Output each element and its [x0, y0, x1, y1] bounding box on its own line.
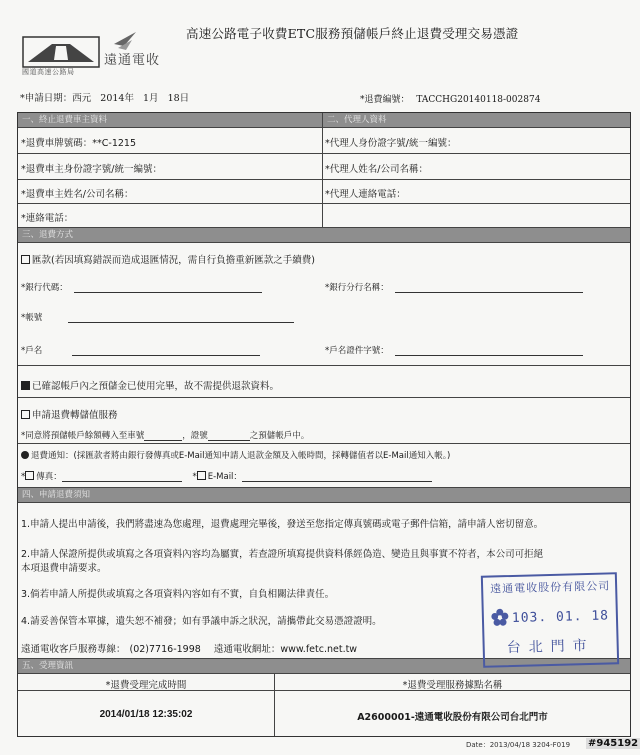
- owner-name-label: *退費車主姓名/公司名稱：: [21, 189, 134, 200]
- notify-channels: * 傳真： * E-Mail：: [21, 470, 432, 482]
- owner-phone-label: *連絡電話：: [21, 213, 74, 224]
- website-url: www.fetc.net.tw: [280, 644, 358, 655]
- owner-id-label: *退費車主身份證字號/統一編號：: [21, 164, 162, 175]
- service-point-header: *退費受理服務據點名稱: [402, 680, 503, 691]
- section-notes-header: 四、申請退費須知: [18, 488, 630, 502]
- section-agent-header: 二、代理人資料: [323, 113, 630, 127]
- serial-number: #945192: [588, 738, 639, 749]
- column-divider: [322, 113, 323, 227]
- completed-time: 2014/01/18 12:35:02: [99, 709, 193, 720]
- bank-code-field: *銀行代碼：: [21, 281, 262, 293]
- stamp-date: 103. 01. 18: [511, 608, 610, 626]
- agent-phone-label: *代理人連絡電話：: [325, 189, 406, 200]
- section-acceptance-header: 五、受理資訊: [18, 659, 630, 673]
- confirm-checkbox: [21, 381, 30, 390]
- freeway-bureau-label: 國道高速公路局: [22, 68, 75, 76]
- transfer-checkbox: [21, 410, 30, 419]
- completed-time-header: *退費受理完成時間: [105, 680, 187, 691]
- apply-date: *申請日期：西元 2014年 1月 18日: [20, 93, 190, 104]
- stamp-location: 台北門市: [506, 637, 595, 657]
- notify-bullet-icon: [21, 451, 29, 459]
- plum-blossom-seal-icon: [490, 607, 511, 628]
- company-name: 遠通電收: [104, 53, 161, 68]
- note-3: 3.倘若申請人所提供或填寫之各項資料內容如有不實，自負相關法律責任。: [21, 589, 335, 600]
- form-version: Date：2013/04/18 3204-F019: [466, 741, 571, 749]
- owner-plate: *退費車牌號碼：**C-1215: [21, 138, 137, 149]
- refund-notify: 退費通知：(採匯款者將由銀行發傳真或E-Mail通知申請人退款金額及入帳時間，採轉儲值者以E-Mail通知入帳。): [21, 449, 450, 461]
- account-field: *帳號: [21, 311, 294, 323]
- transfer-option: 申請退費轉儲值服務: [21, 407, 118, 421]
- contact-line: 遠通電收客戶服務專線： (02)7716-1998 遠通電收網址：www.fetc.net.tw: [21, 644, 358, 655]
- note-2: 2.申請人保證所提供或填寫之各項資料內容均為屬實，若查證所填寫提供資料係經偽造、變造且與事實不符者，本公司可拒絕: [21, 549, 544, 560]
- note-2-cont: 本項退費申請要求。: [21, 563, 107, 574]
- hotline-number: (02)7716-1998: [129, 644, 201, 655]
- transfer-description: *同意將預儲帳戶餘額轉入至車號 ，證號 之預儲帳戶中。: [21, 431, 310, 441]
- holder-field: *戶名: [21, 344, 260, 356]
- section-owner-header: 一、終止退費車主資料: [18, 113, 322, 127]
- service-point: A2600001-遠通電收股份有限公司台北門市: [357, 712, 548, 723]
- note-4: 4.請妥善保管本單據，遺失恕不補發；如有爭議申訴之狀況，請攜帶此交易憑證證明。: [21, 616, 382, 627]
- refund-number: *退費編號： TACCHG20140118-002874: [360, 95, 541, 105]
- no-refund-confirm-option: 已確認帳戶內之預儲金已使用完畢，故不需提供退款資料。: [21, 378, 279, 392]
- company-stamp: 遠通電收股份有限公司 103. 01. 18 台北門市: [481, 572, 619, 668]
- freeway-bureau-logo-icon: [22, 36, 100, 68]
- remit-checkbox: [21, 255, 30, 264]
- section-refund-method-header: 三、退費方式: [18, 228, 630, 242]
- owner-plate-value: **C-1215: [92, 138, 137, 149]
- agent-name-label: *代理人姓名/公司名稱：: [325, 164, 428, 175]
- bank-branch-field: *銀行分行名稱：: [325, 281, 583, 293]
- holder-id-field: *戶名證件字號：: [325, 344, 583, 356]
- fax-checkbox: [25, 471, 34, 480]
- document-title: 高速公路電子收費ETC服務預儲帳戶終止退費受理交易憑證: [186, 26, 519, 41]
- note-1: 1.申請人提出申請後，我們將盡速為您處理，退費處理完畢後，發送至您指定傳真號碼或電子郵件信箱，請申請人密切留意。: [21, 519, 544, 530]
- remit-option: 匯款(若因填寫錯誤而造成退匯情況，需自行負擔重新匯款之手續費): [21, 252, 315, 266]
- email-checkbox: [197, 471, 206, 480]
- agent-id-label: *代理人身份證字號/統一編號：: [325, 138, 457, 149]
